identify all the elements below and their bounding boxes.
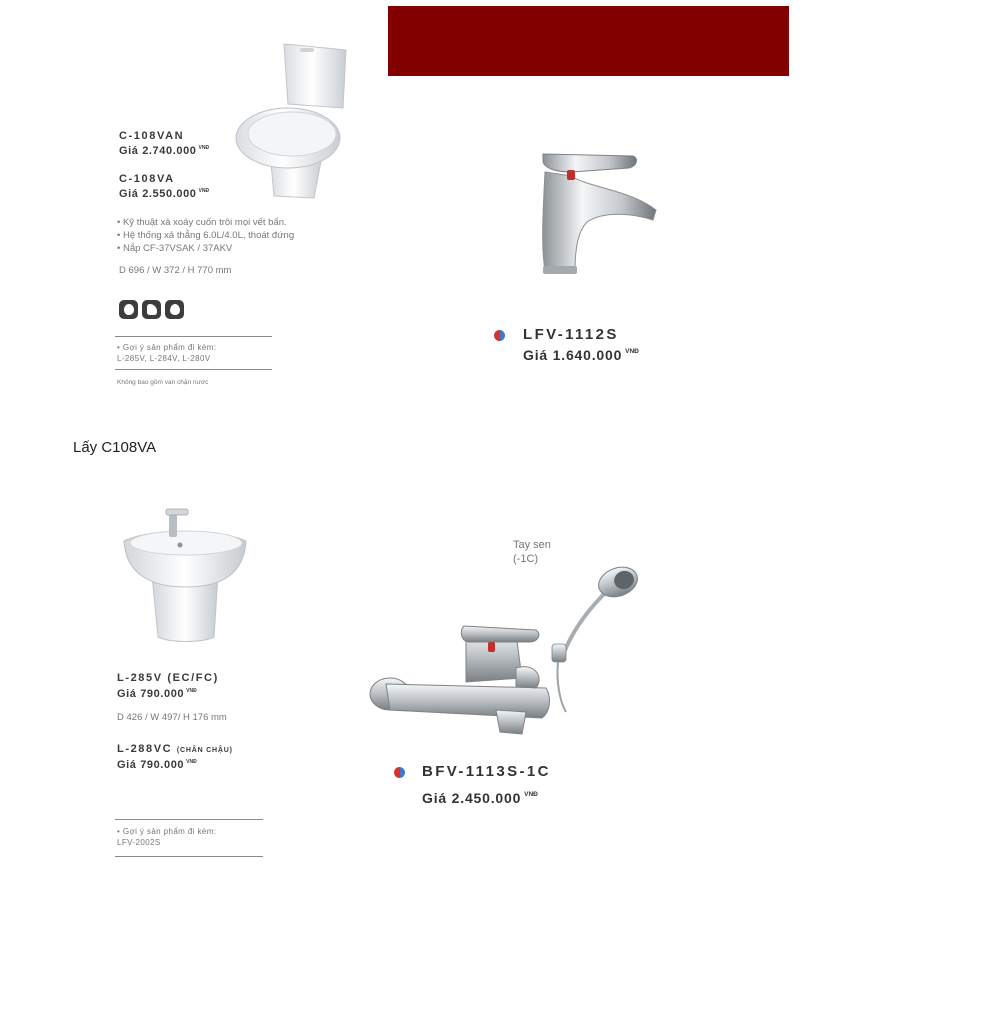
toilet-footnote: Không bao gồm van chặn nước bbox=[117, 379, 209, 386]
hot-cold-icon bbox=[494, 330, 505, 341]
shower-model: BFV-1113S-1C bbox=[422, 763, 551, 780]
soft-close-icon bbox=[142, 300, 161, 319]
basin-image bbox=[122, 505, 248, 645]
note-text: Lấy C108VA bbox=[73, 439, 157, 456]
divider bbox=[115, 369, 272, 370]
toilet-price-2: Giá 2.550.000 $^{VNĐ}$ bbox=[119, 188, 210, 200]
shower-callout: Tay sen (-1C) bbox=[513, 539, 551, 565]
toilet-seat-icon bbox=[119, 300, 138, 319]
divider bbox=[115, 856, 263, 857]
toilet-feature-icons bbox=[119, 300, 184, 319]
toilet-model-1: C-108VAN bbox=[119, 130, 185, 142]
toilet-image bbox=[230, 38, 355, 203]
toilet-price-1: Giá 2.740.000 $^{VNĐ}$ bbox=[119, 145, 210, 157]
basin-model-1: L-285V (EC/FC) bbox=[117, 672, 219, 684]
faucet-image bbox=[535, 142, 660, 277]
toilet-feature: • Kỹ thuật xả xoáy cuốn trôi mọi vết bẩn. bbox=[117, 217, 287, 228]
toilet-model-2: C-108VA bbox=[119, 173, 175, 185]
basin-model-2: L-288VC (CHÂN CHẬU) bbox=[117, 743, 233, 755]
divider bbox=[115, 819, 263, 820]
basin-suggest: • Gợi ý sản phẩm đi kèm: LFV-2002S bbox=[117, 827, 217, 847]
toilet-feature: • Nắp CF-37VSAK / 37AKV bbox=[117, 243, 233, 254]
toilet-feature: • Hệ thống xả thẳng 6.0L/4.0L, thoát đứng bbox=[117, 230, 295, 241]
shower-price: Giá 2.450.000 $^{VNĐ}$ bbox=[422, 790, 538, 806]
faucet-price: Giá 1.640.000 $^{VNĐ}$ bbox=[523, 347, 639, 363]
red-banner bbox=[388, 6, 789, 76]
basin-dimensions: D 426 / W 497/ H 176 mm bbox=[117, 712, 227, 723]
hot-cold-icon bbox=[394, 767, 405, 778]
basin-price-1: Giá 790.000 $^{VNĐ}$ bbox=[117, 688, 197, 700]
shower-mixer-image bbox=[366, 562, 642, 742]
toilet-dimensions: D 696 / W 372 / H 770 mm bbox=[119, 265, 232, 276]
toilet-feature-list bbox=[117, 216, 294, 255]
toilet-suggest: • Gợi ý sản phẩm đi kèm: L-285V, L-284V, L-280V bbox=[117, 343, 217, 363]
basin-price-2: Giá 790.000 $^{VNĐ}$ bbox=[117, 759, 197, 771]
faucet-model: LFV-1112S bbox=[523, 326, 619, 343]
divider bbox=[115, 336, 272, 337]
water-drop-icon bbox=[165, 300, 184, 319]
